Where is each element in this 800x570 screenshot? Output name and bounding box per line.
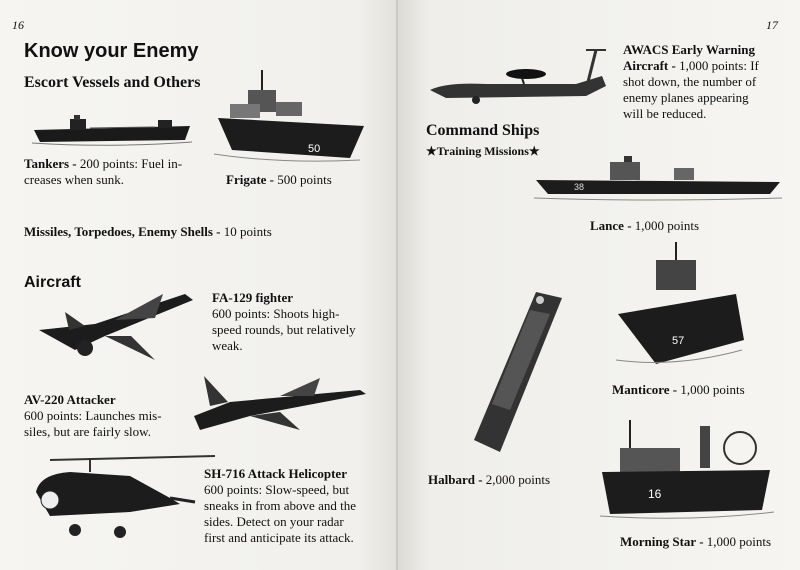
sh716-illustration	[30, 452, 215, 547]
section-command-heading: Command Ships	[426, 122, 540, 139]
training-missions-subtitle: ★Training Missions★	[426, 144, 540, 158]
missiles-text: Missiles, Torpedoes, Enemy Shells - 10 points	[24, 224, 272, 239]
page-number-left: 16	[12, 18, 24, 32]
page-number-right: 17	[766, 18, 778, 32]
morning-star-illustration	[600, 418, 780, 523]
frigate-illustration	[210, 68, 370, 163]
morning-star-hull-number: 16	[648, 487, 662, 501]
frigate-hull-number: 50	[308, 143, 321, 155]
av220-text: AV-220 Attacker 600 points: Launches mis- siles, but are fairly slow.	[24, 392, 162, 439]
section-aircraft-heading: Aircraft	[24, 274, 81, 291]
manticore-hull-number: 57	[672, 335, 685, 347]
page-title: Know your Enemy	[24, 40, 199, 62]
awacs-text: AWACS Early Warning Aircraft - 1,000 points: If shot down, the number of enemy planes appearing will be reduced.	[623, 42, 759, 121]
left-page	[0, 0, 398, 570]
lance-illustration	[534, 150, 784, 202]
section-escort-heading: Escort Vessels and Others	[24, 74, 201, 91]
manticore-text: Manticore - 1,000 points	[612, 382, 745, 397]
awacs-illustration	[426, 48, 616, 108]
lance-hull-number: 38	[574, 182, 585, 192]
tankers-text: Tankers - 200 points: Fuel in- creases when sunk.	[24, 156, 183, 187]
lance-text: Lance - 1,000 points	[590, 218, 700, 233]
av220-illustration	[190, 372, 370, 432]
tanker-illustration	[30, 112, 195, 152]
frigate-text: Frigate - 500 points	[226, 172, 332, 187]
halbard-illustration	[470, 290, 570, 455]
halbard-text: Halbard - 2,000 points	[428, 472, 551, 487]
fa129-text: FA-129 fighter 600 points: Shoots high- speed rounds, but relatively weak.	[212, 290, 356, 353]
sh716-text: SH-716 Attack Helicopter 600 points: Slow-speed, but sneaks in from above and the sides. Detect on your radar first and anticipate its attack.	[204, 466, 356, 545]
fa129-illustration	[35, 290, 195, 365]
manticore-illustration	[616, 240, 746, 370]
right-page	[398, 0, 800, 570]
morning-star-text: Morning Star - 1,000 points	[620, 534, 772, 549]
